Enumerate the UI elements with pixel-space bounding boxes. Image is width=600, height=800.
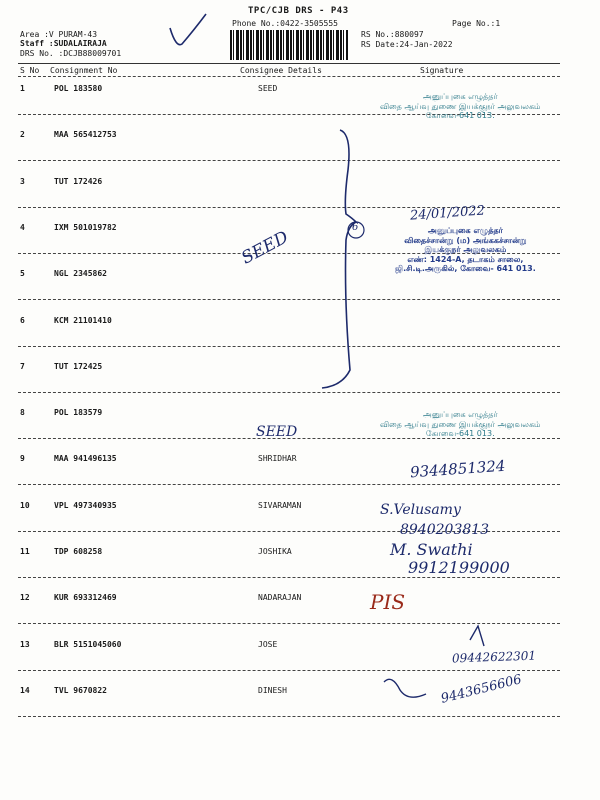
signature-row11-phone: 9912199000 — [408, 558, 510, 577]
row-consignment-no: TVL 9670822 — [54, 686, 107, 695]
office-stamp-row8 — [380, 410, 541, 439]
row-consignment-no: MAA 941496135 — [54, 454, 117, 463]
row-consignee: SHRIDHAR — [258, 454, 297, 463]
phone-number: Phone No.:0422-3505555 — [232, 19, 338, 28]
row-consignment-no: TUT 172426 — [54, 177, 103, 186]
stamp-line: கோவை-641 013. — [425, 429, 495, 439]
office-stamp-row1 — [380, 92, 541, 121]
row-consignment-no: POL 183579 — [54, 408, 103, 417]
rs-number: RS No.:880097 — [361, 30, 424, 39]
row-consignment-no: TDP 608258 — [54, 547, 103, 556]
row-serial: 9 — [20, 454, 25, 463]
drs-number: DRS No. :DCJB88009701 — [20, 49, 122, 58]
staff-label: Staff :SUDALAIRAJA — [20, 39, 107, 48]
stamp-line: விதை ஆய்வு துணை இயக்குநர் அலுவலகம் — [380, 101, 541, 111]
row-serial: 12 — [20, 593, 30, 602]
stamp-line: எண்: 1424-A, தடாகம் சாலை, — [407, 254, 524, 264]
signature-row11-name: M. Swathi — [390, 540, 473, 559]
area-label: Area :V PURAM-43 — [20, 30, 98, 39]
row-consignment-no: TUT 172425 — [54, 362, 103, 371]
stamp-line: கோவை-641 013. — [425, 111, 495, 121]
row-consignment-no: VPL 497340935 — [54, 501, 117, 510]
stamp-line: அனுப்புகை எழுத்தர் — [427, 226, 503, 235]
stamp-line: இயக்குநர் அலுவலகம் — [424, 245, 507, 255]
sig14-stroke — [384, 679, 426, 697]
row-consignment-no: BLR 5151045060 — [54, 640, 122, 649]
row-serial: 5 — [20, 269, 25, 278]
tick-mark — [170, 14, 206, 45]
stamp-line: அனுப்புகை எழுத்தர் — [422, 410, 498, 419]
column-header-sno: S No — [20, 66, 40, 75]
row-consignment-no: KCM 21101410 — [54, 316, 112, 325]
row-consignee: NADARAJAN — [258, 593, 302, 602]
signature-row10-name: S.Velusamy — [380, 502, 461, 518]
stamp-line: அனுப்புகை எழுத்தர் — [422, 92, 498, 101]
stamp-line: விதை ஆய்வு துணை இயக்குநர் அலுவலகம் — [380, 419, 541, 429]
signature-row9: 9344851324 — [409, 456, 506, 482]
signature-row14-phone: 9443656606 — [439, 672, 524, 707]
row-serial: 10 — [20, 501, 30, 510]
row-consignee: SEED — [258, 84, 278, 93]
sig13-stroke — [470, 626, 484, 646]
page-number: Page No.:1 — [452, 19, 501, 28]
handwritten-date: 24/01/2022 — [409, 203, 486, 224]
row-consignee: JOSHIKA — [258, 547, 292, 556]
row-serial: 4 — [20, 223, 25, 232]
signature-row12: PIS — [370, 590, 406, 614]
row-serial: 3 — [20, 177, 25, 186]
column-header-consignee: Consignee Details — [240, 66, 322, 75]
office-stamp-main — [395, 226, 536, 274]
row-serial: 1 — [20, 84, 25, 93]
signature-row13-phone: 09442622301 — [451, 648, 537, 666]
row-consignment-no: IXM 501019782 — [54, 223, 117, 232]
rs-date: RS Date:24-Jan-2022 — [361, 40, 453, 49]
row-consignee: SIVARAMAN — [258, 501, 302, 510]
column-header-consignment: Consignment No — [50, 66, 118, 75]
row-serial: 13 — [20, 640, 30, 649]
row-consignment-no: NGL 2345862 — [54, 269, 107, 278]
row-serial: 11 — [20, 547, 30, 556]
signature-row10-phone: 8940203813 — [400, 522, 490, 538]
handwritten-count: 6 — [352, 222, 359, 233]
row-consignment-no: KUR 693312469 — [54, 593, 117, 602]
row-consignee: DINESH — [258, 686, 287, 695]
row-consignment-no: POL 183580 — [54, 84, 103, 93]
row-serial: 6 — [20, 316, 25, 325]
column-header-signature: Signature — [420, 66, 464, 75]
row-consignment-no: MAA 565412753 — [54, 130, 117, 139]
row-serial: 8 — [20, 408, 25, 417]
handwritten-seed-row8: SEED — [256, 424, 298, 440]
handwritten-seed: SEED — [238, 227, 292, 269]
row-serial: 7 — [20, 362, 25, 371]
brace-mark — [322, 130, 359, 388]
document-title: TPC/CJB DRS - P43 — [248, 6, 349, 16]
row-consignee: JOSE — [258, 640, 278, 649]
stamp-line: விதைச்சான்று (ம) அங்ககச்சான்று — [404, 235, 527, 245]
row-serial: 14 — [20, 686, 30, 695]
row-serial: 2 — [20, 130, 25, 139]
stamp-line: ஜி.சி.டி.அருகில், கோவை- 641 013. — [395, 264, 536, 274]
